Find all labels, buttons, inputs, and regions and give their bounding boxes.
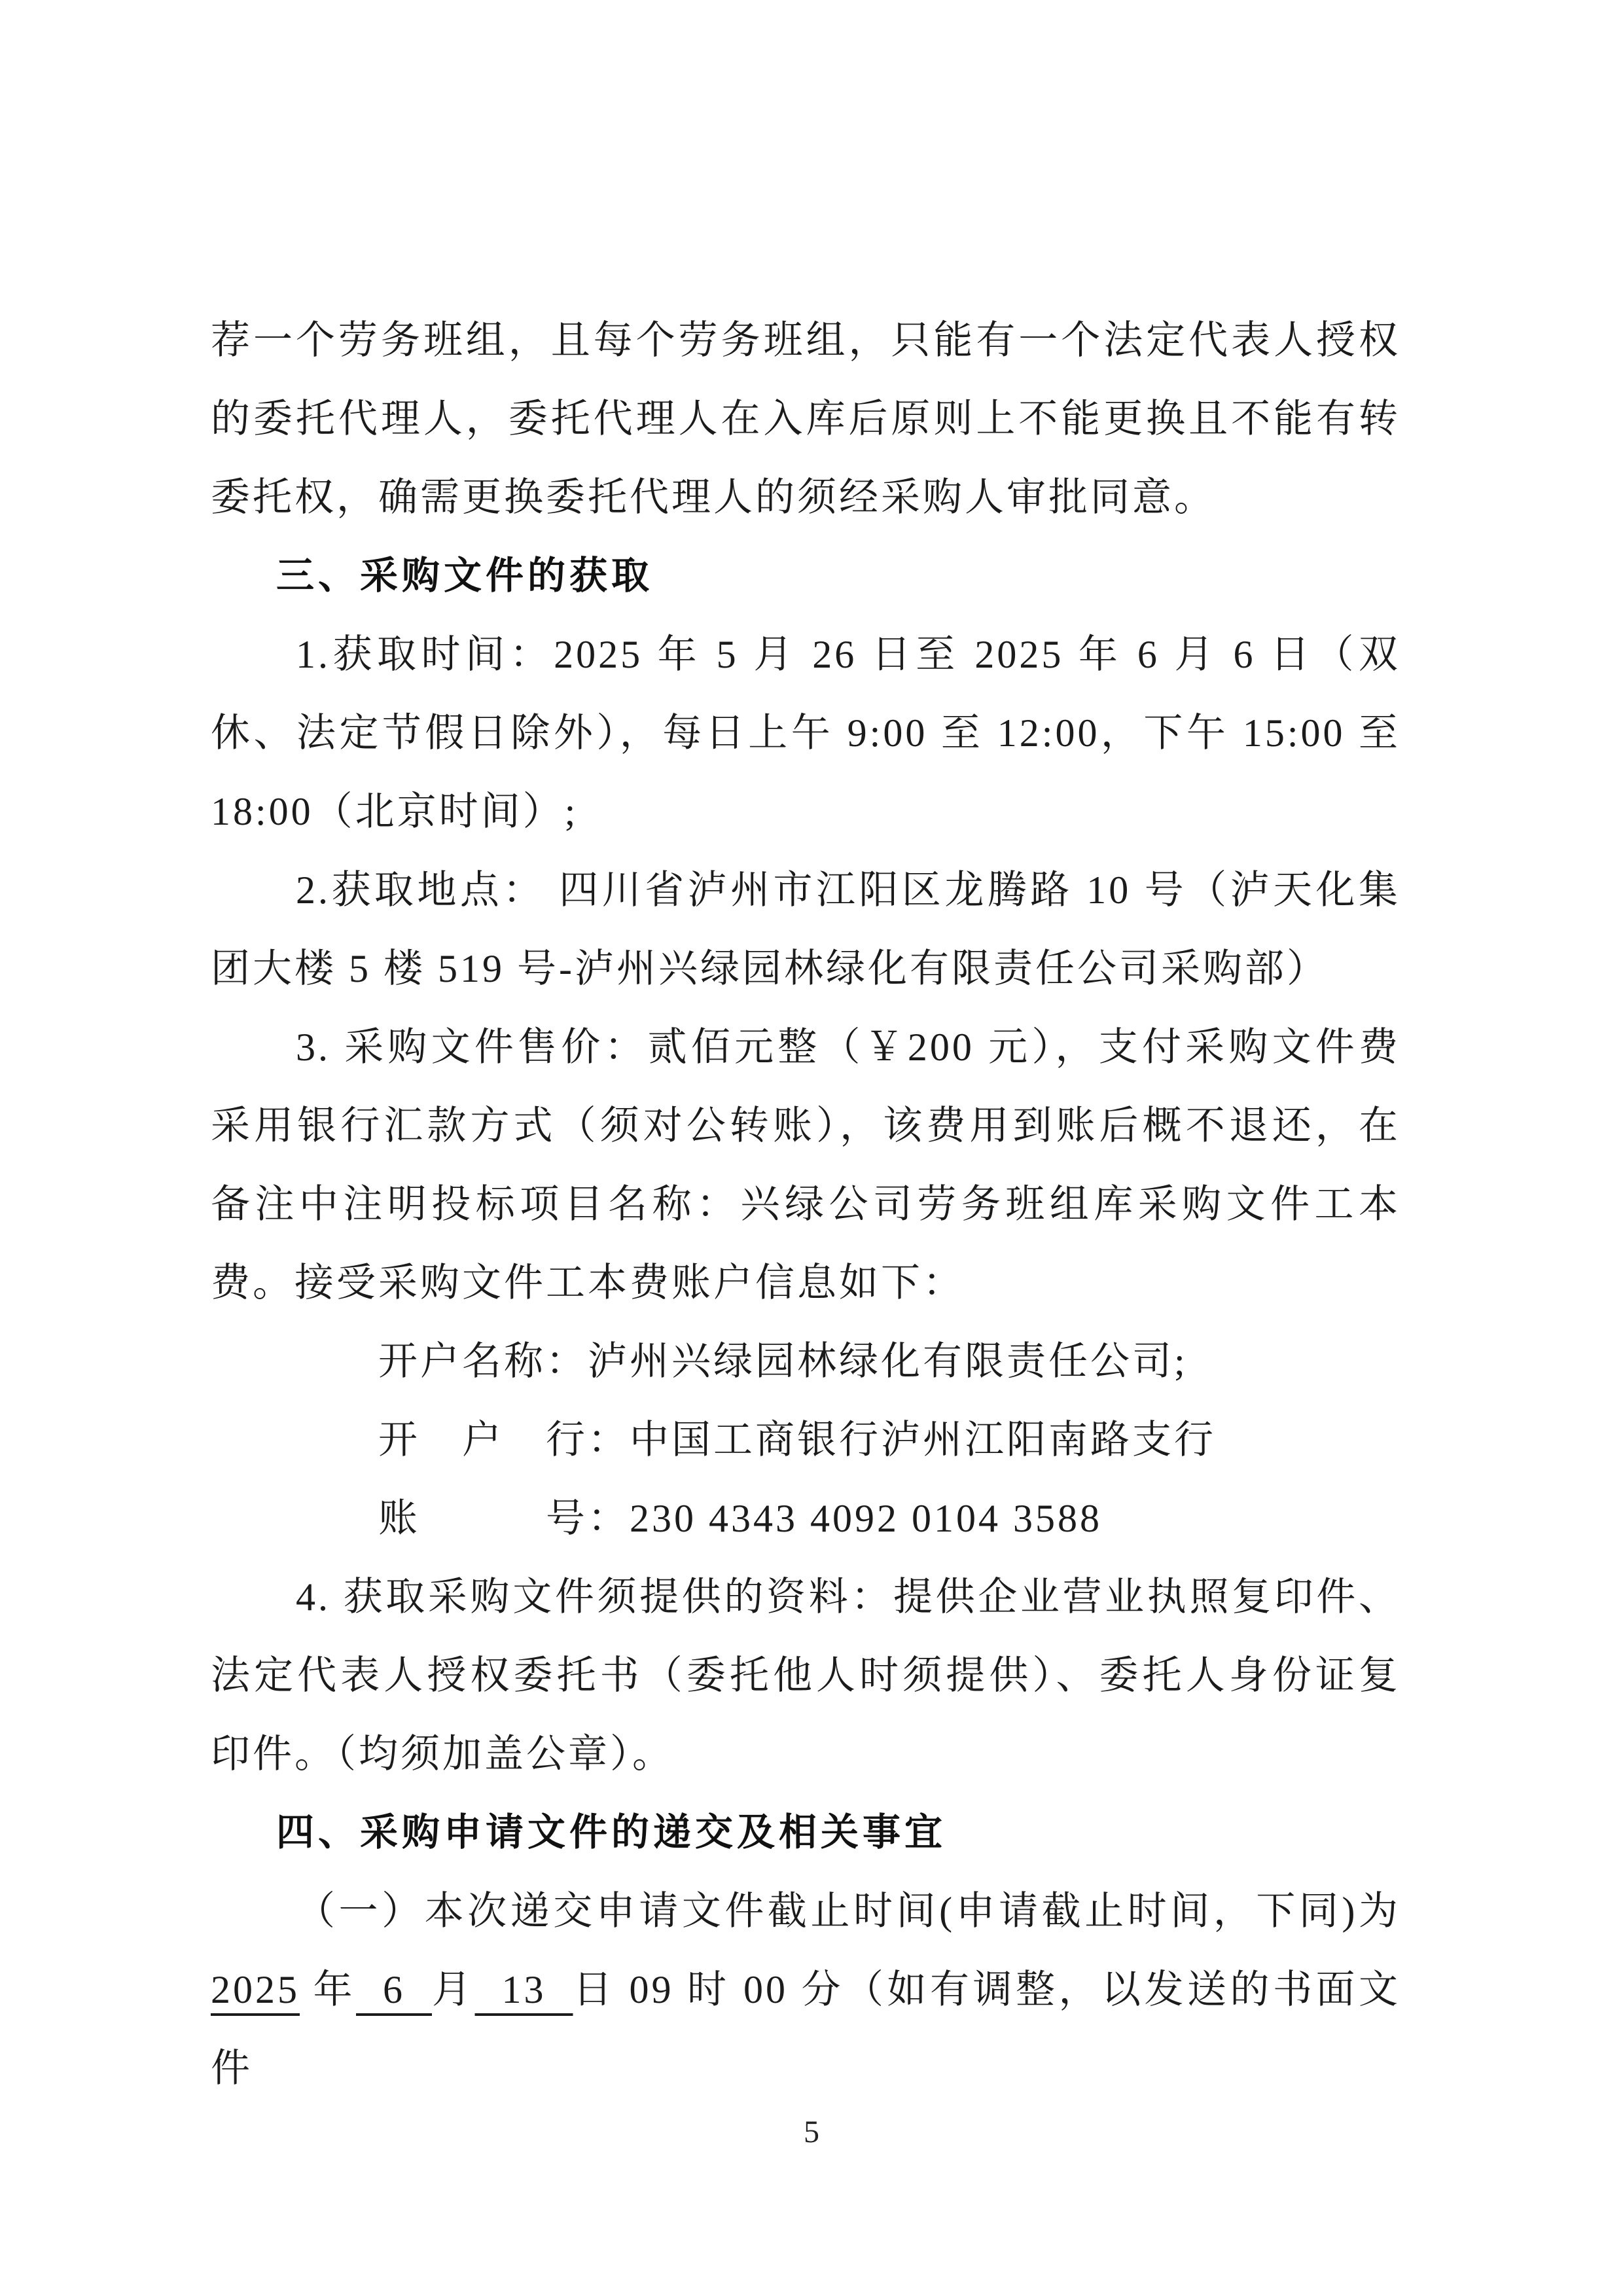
deadline-year-blank: 2025 — [211, 1968, 300, 2011]
account-name-label: 开户名称： — [378, 1340, 588, 1383]
page-body — [211, 301, 1400, 2108]
account-bank-line — [211, 1401, 1400, 1479]
account-bank-value: 中国工商银行泸州江阳南路支行 — [630, 1418, 1216, 1462]
account-number-value: 230 4343 4092 0104 3588 — [630, 1497, 1102, 1540]
account-name-value: 泸州兴绿园林绿化有限责任公司; — [588, 1340, 1188, 1383]
deadline-day-unit: 日 09 时 00 分（如有调整，以发送的书面文件 — [211, 1968, 1400, 2090]
section4-heading: 四、采购申请文件的递交及相关事宜 — [276, 1811, 947, 1854]
deadline-month-blank: 6 — [356, 1968, 432, 2011]
deadline-month-unit: 月 — [432, 1968, 475, 2011]
account-number-label: 账 号： — [378, 1497, 630, 1540]
paragraph-carryover: 荐一个劳务班组，且每个劳务班组，只能有一个法定代表人授权的委托代理人，委托代理人在入库后原则上不能更换且不能有转委托权，确需更换委托代理人的须经采购人审批同意。 — [211, 319, 1400, 519]
item-obtain-location: 2.获取地点： 四川省泸州市江阳区龙腾路 10 号（泸天化集团大楼 5 楼 519 号-泸州兴绿园林绿化有限责任公司采购部） — [211, 869, 1400, 990]
account-number-line — [211, 1479, 1400, 1558]
page-number: 5 — [804, 2115, 819, 2149]
deadline-day-blank: 13 — [474, 1968, 573, 2011]
paragraph-deadline — [211, 1872, 1400, 2108]
item-obtain-time: 1.获取时间：2025 年 5 月 26 日至 2025 年 6 月 6 日（双休、法定节假日除外），每日上午 9:00 至 12:00，下午 15:00 至 18:00（北京时间）; — [211, 633, 1400, 833]
item-document-price: 3. 采购文件售价：贰佰元整（￥200 元），支付采购文件费采用银行汇款方式（须对公转账），该费用到账后概不退还，在备注中注明投标项目名称：兴绿公司劳务班组库采购文件工本费。接受采购文件工本费账户信息如下： — [211, 1026, 1400, 1304]
item-required-materials: 4. 获取采购文件须提供的资料：提供企业营业执照复印件、法定代表人授权委托书（委托他人时须提供）、委托人身份证复印件。（均须加盖公章）。 — [211, 1575, 1400, 1776]
deadline-prefix: （一）本次递交申请文件截止时间(申请截止时间，下同)为 — [296, 1890, 1400, 1933]
section3-heading: 三、采购文件的获取 — [276, 554, 654, 597]
account-bank-label: 开 户 行： — [378, 1418, 630, 1462]
account-name-line — [211, 1322, 1400, 1401]
deadline-year-unit: 年 — [300, 1968, 356, 2011]
page-footer — [0, 2113, 1623, 2152]
